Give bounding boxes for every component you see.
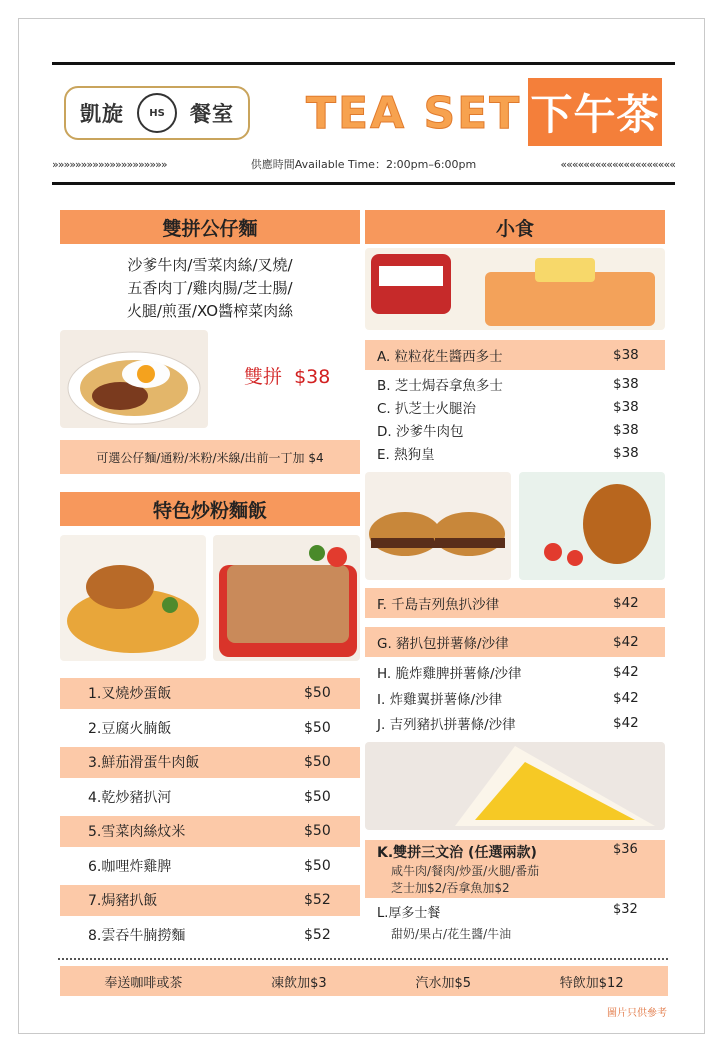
item-price: $36 xyxy=(613,842,638,857)
footer-dotted-divider xyxy=(58,958,668,960)
menu-item-row xyxy=(365,419,665,441)
item-name: H. 脆炸雞脾拼薯條/沙律 xyxy=(377,666,522,682)
logo-text-right: 餐室 xyxy=(190,101,234,126)
item-name: I. 炸雞翼拼薯條/沙律 xyxy=(377,692,503,708)
item-name: 6.咖哩炸雞脾 xyxy=(88,858,172,875)
item-price: $42 xyxy=(613,690,639,706)
item-name: 3.鮮茄滑蛋牛肉飯 xyxy=(88,755,200,772)
item-name: D. 沙爹牛肉包 xyxy=(377,424,464,440)
menu-item-row xyxy=(365,711,665,735)
addon-item: 汽水加$5 xyxy=(415,975,472,991)
item-price: $50 xyxy=(304,823,331,840)
item-price: $38 xyxy=(613,347,639,363)
noodle-note: 可選公仔麵/通粉/米粉/米線/出前一丁加 $4 xyxy=(60,440,360,474)
item-name: 7.焗豬扒飯 xyxy=(88,893,158,910)
noodle-options-line: 沙爹牛肉/雪菜肉絲/叉燒/ xyxy=(127,256,293,274)
top-rule xyxy=(52,62,675,65)
menu-item-row xyxy=(60,782,360,813)
item-name: 5.雪菜肉絲炆米 xyxy=(88,824,186,841)
menu-item-row xyxy=(60,678,360,709)
item-name: G. 豬扒包拼薯條/沙律 xyxy=(377,636,509,652)
item-name: B. 芝士焗吞拿魚多士 xyxy=(377,378,503,394)
fried-chicken-photo xyxy=(519,472,665,580)
item-price: $50 xyxy=(304,719,331,736)
addon-item: 凍飲加$3 xyxy=(271,975,327,991)
menu-item-row xyxy=(60,885,360,916)
menu-item-row xyxy=(365,588,665,618)
item-name: J. 吉列豬扒拼薯條/沙律 xyxy=(377,717,516,733)
item-name: 1.叉燒炒蛋飯 xyxy=(88,686,172,703)
addon-item: 奉送咖啡或茶 xyxy=(104,975,183,991)
item-price: $50 xyxy=(304,857,331,874)
item-name: A. 粒粒花生醬西多士 xyxy=(377,349,503,365)
item-options: 甜奶/果占/花生醬/牛油 xyxy=(391,927,512,941)
item-price: $42 xyxy=(613,595,639,611)
noodle-price-value: $38 xyxy=(294,366,331,388)
image-disclaimer: 圖片只供參考 xyxy=(607,1008,667,1019)
curry-chicken-photo xyxy=(60,535,206,661)
menu-item-row xyxy=(60,816,360,847)
menu-item-row xyxy=(365,396,665,418)
item-name: C. 扒芝士火腿治 xyxy=(377,401,477,417)
snacks-section-header: 小食 xyxy=(365,210,665,244)
item-price: $38 xyxy=(613,422,639,438)
item-price: $42 xyxy=(613,634,639,650)
noodle-options xyxy=(60,254,360,323)
pork-chop-rice-photo xyxy=(213,535,360,661)
menu-item-row xyxy=(60,747,360,778)
sandwich-photo xyxy=(365,742,665,830)
item-price: $38 xyxy=(613,445,639,461)
noodle-price-label: 雙拼 xyxy=(244,366,283,388)
item-price: $38 xyxy=(613,376,639,392)
menu-item-row xyxy=(365,340,665,370)
item-name: L.厚多士餐 xyxy=(377,906,441,921)
burger-photo xyxy=(365,472,511,580)
item-price: $38 xyxy=(613,399,639,415)
menu-item-row xyxy=(365,442,665,464)
item-price: $42 xyxy=(613,715,639,731)
noodle-photo xyxy=(60,330,208,428)
menu-item-row xyxy=(60,713,360,744)
restaurant-logo xyxy=(64,86,250,140)
item-price: $52 xyxy=(304,892,331,909)
item-price: $50 xyxy=(304,685,331,702)
rice-section-header: 特色炒粉麵飯 xyxy=(60,492,360,526)
menu-item-row xyxy=(60,920,360,951)
item-name: F. 千島吉列魚扒沙律 xyxy=(377,597,500,613)
snack-item-l xyxy=(365,900,665,944)
item-options: 芝士加$2/吞拿魚加$2 xyxy=(391,881,510,895)
menu-item-row xyxy=(365,686,665,710)
noodle-options-line: 五香肉丁/雞肉腸/芝士腸/ xyxy=(127,279,293,297)
item-name: K.雙拼三文治 (任選兩款) xyxy=(377,845,537,861)
noodle-price xyxy=(244,362,330,389)
drink-addons-bar xyxy=(60,966,668,996)
logo-text-left: 凱旋 xyxy=(80,101,124,126)
item-name: E. 熱狗皇 xyxy=(377,447,435,463)
afternoon-tea-title: 下午茶 xyxy=(528,78,662,146)
item-price: $52 xyxy=(304,926,331,943)
item-price: $50 xyxy=(304,754,331,771)
tea-set-title: TEA SET xyxy=(306,88,522,139)
available-time-bar xyxy=(52,156,675,172)
item-price: $50 xyxy=(304,788,331,805)
menu-item-row xyxy=(60,851,360,882)
noodle-options-line: 火腿/煎蛋/XO醬榨菜肉絲 xyxy=(126,302,294,320)
item-price: $32 xyxy=(613,902,638,917)
item-name: 8.雲吞牛腩撈麵 xyxy=(88,927,186,944)
snack-item-k xyxy=(365,840,665,898)
item-price: $42 xyxy=(613,664,639,680)
arrows-left-decoration: »»»»»»»»»»»»»»»»»»»» xyxy=(52,157,167,171)
menu-item-row xyxy=(365,660,665,684)
header-bottom-rule xyxy=(52,182,675,185)
arrows-right-decoration: «««««««««««««««««««« xyxy=(560,157,675,171)
menu-item-row xyxy=(365,373,665,395)
item-name: 4.乾炒豬扒河 xyxy=(88,789,172,806)
item-name: 2.豆腐火腩飯 xyxy=(88,720,172,737)
logo-emblem-icon: HS xyxy=(137,93,177,133)
item-options: 咸牛肉/餐肉/炒蛋/火腿/番茄 xyxy=(391,864,540,878)
menu-item-row xyxy=(365,627,665,657)
noodles-section-header: 雙拼公仔麵 xyxy=(60,210,360,244)
available-time: 供應時間Available Time：2:00pm–6:00pm xyxy=(250,158,477,171)
french-toast-photo xyxy=(365,248,665,330)
addon-item: 特飲加$12 xyxy=(559,975,624,991)
